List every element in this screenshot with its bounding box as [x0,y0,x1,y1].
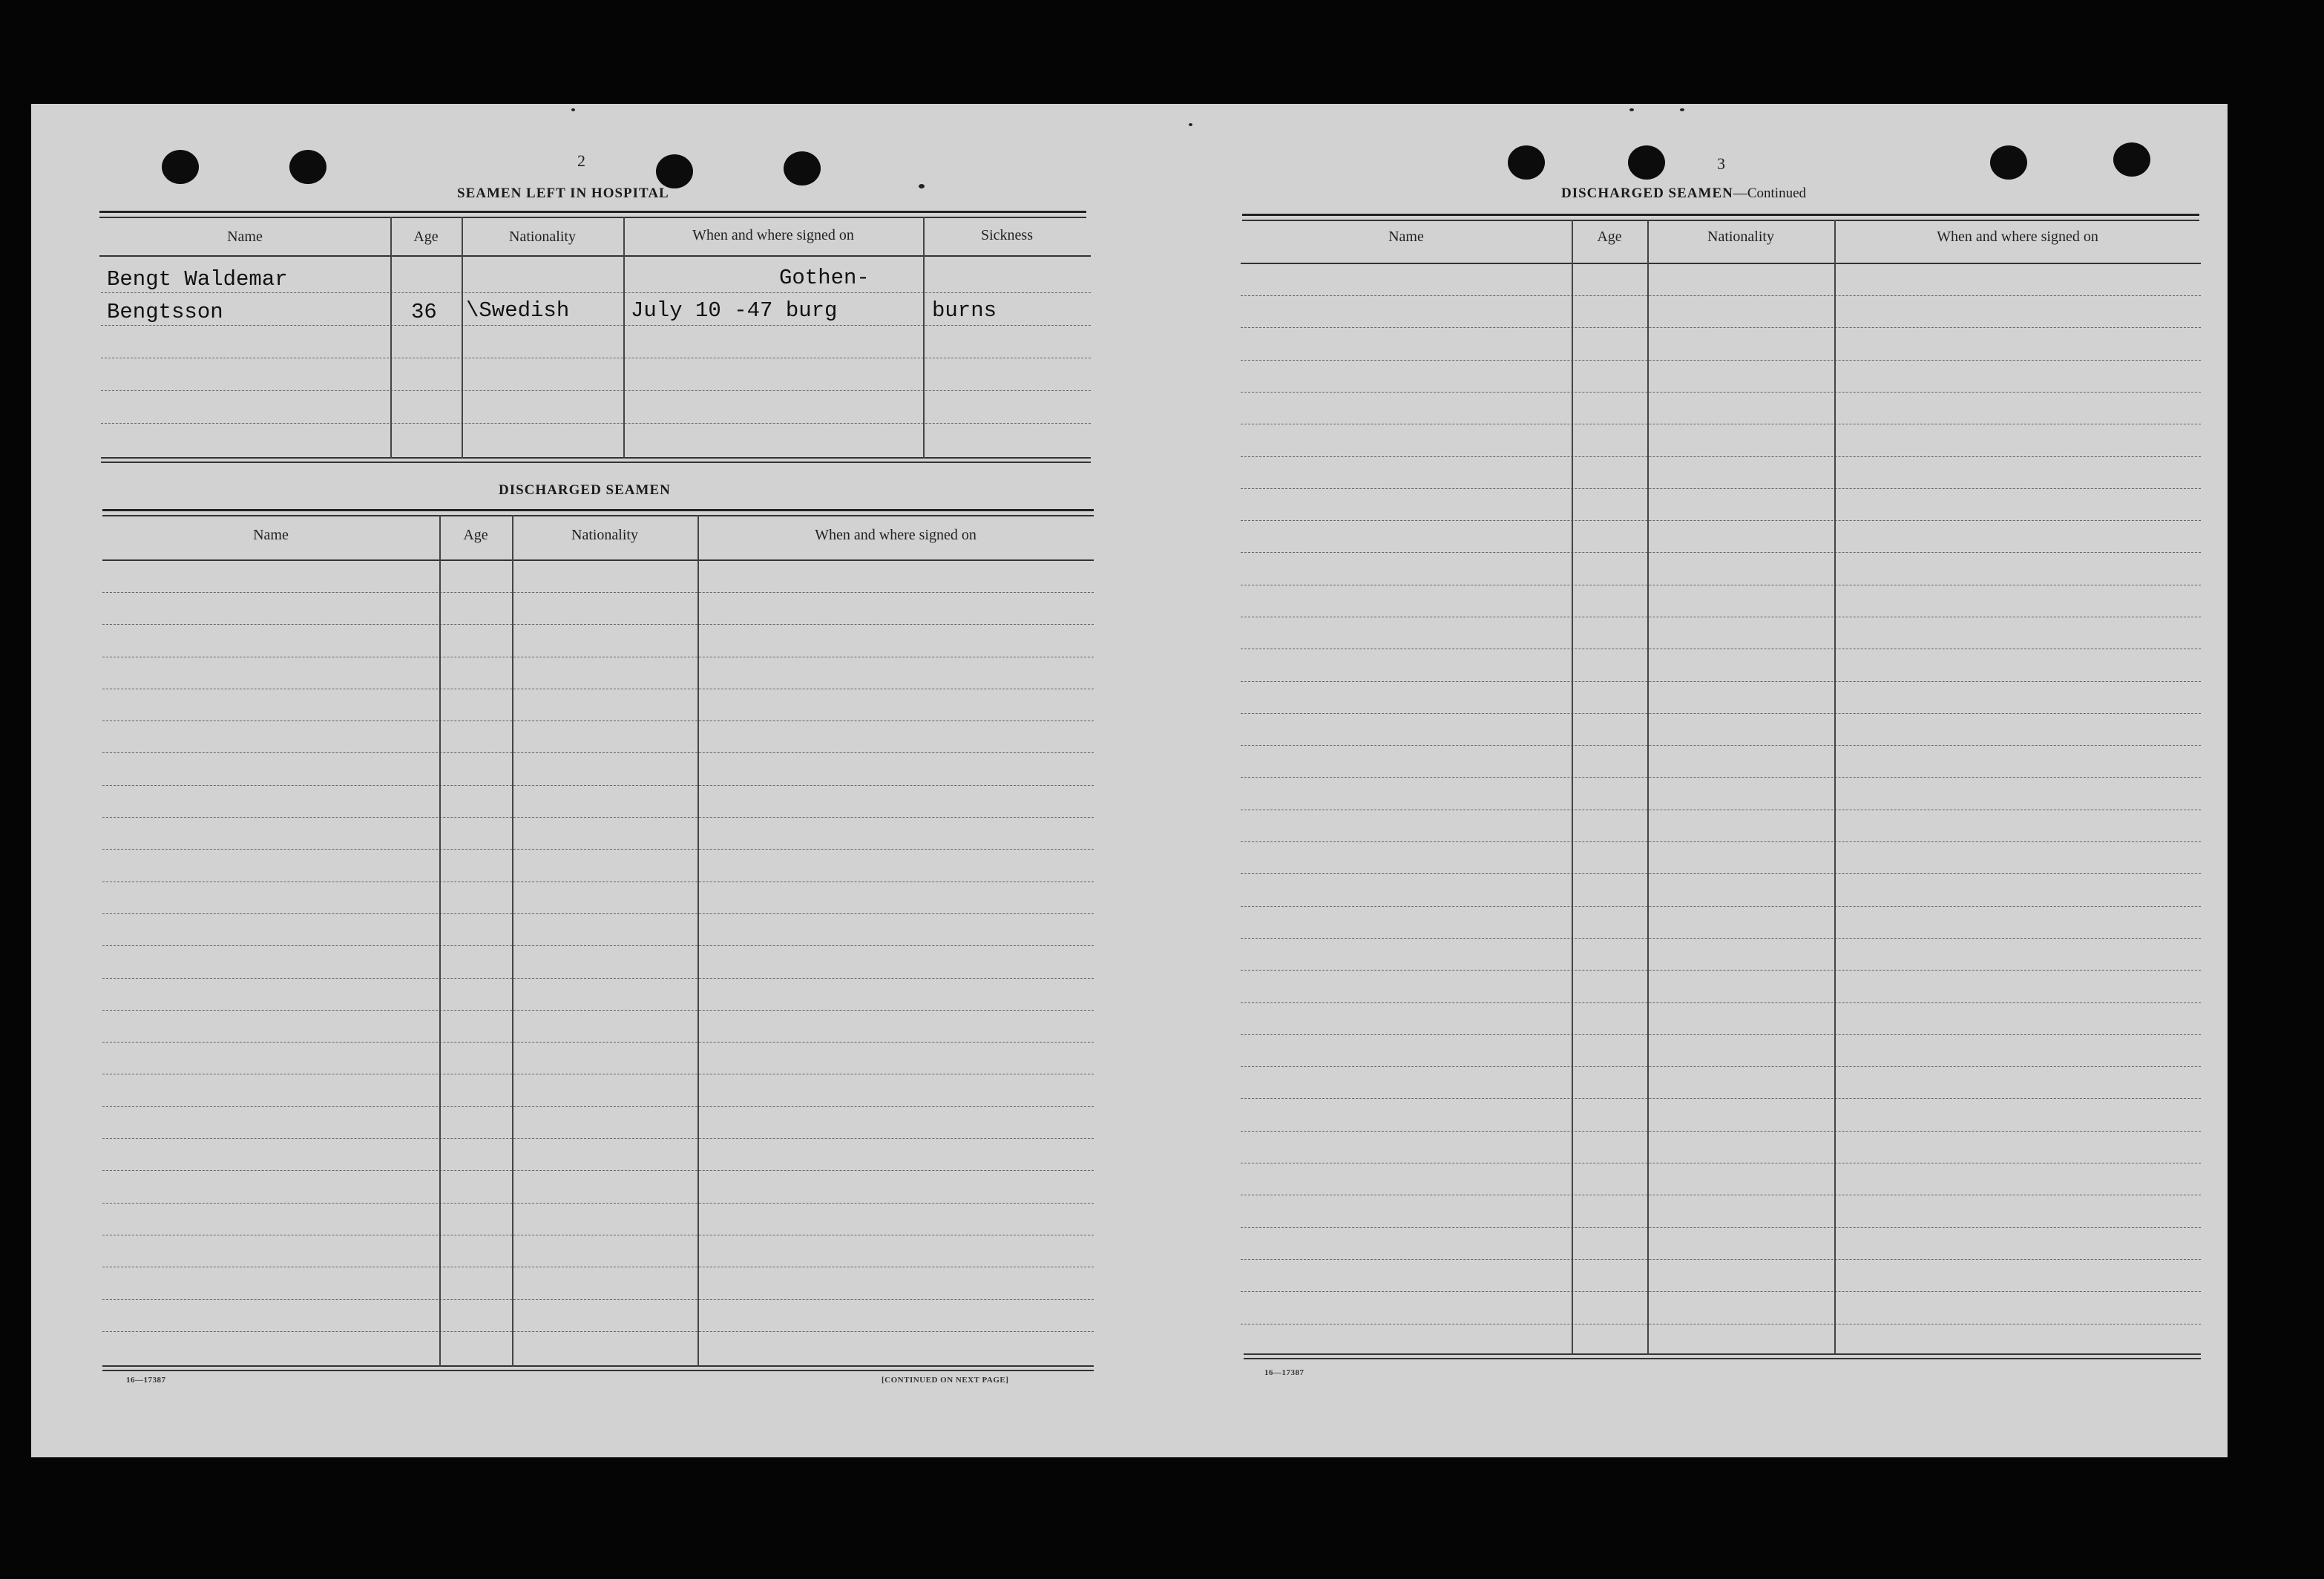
punch-hole [162,150,199,184]
col-header-age: Age [1597,229,1622,245]
punch-hole [2113,142,2150,177]
ruled-row-line [102,720,1094,721]
ruled-row-line [1241,1259,2201,1260]
scan-speck [1680,108,1684,111]
col-header-age: Age [463,527,488,543]
col-header-signed-on: When and where signed on [1937,229,2098,245]
ruled-row-line [102,849,1094,850]
entry-sickness: burns [932,298,997,323]
punch-hole [1628,145,1665,180]
ruled-row-line [1241,938,2201,939]
ruled-row-line [1241,841,2201,842]
entry-name-line2: Bengtsson [107,300,223,324]
ruled-row-line [1241,873,2201,874]
ruled-row-line [1241,1227,2201,1228]
scan-speck [571,108,575,111]
col-header-signed-on: When and where signed on [815,527,976,543]
continued-note: [CONTINUED ON NEXT PAGE] [882,1376,1009,1385]
ruled-row-line [1241,520,2201,521]
col-header-age: Age [413,229,439,245]
ruled-row-line [1241,295,2201,296]
ruled-row-line [1241,906,2201,907]
page-number: 2 [577,151,585,170]
punch-hole [1990,145,2027,180]
ruled-row-line [102,1138,1094,1139]
col-header-sickness: Sickness [981,227,1033,243]
ruled-row-line [1241,1066,2201,1067]
ruled-row-line [1241,745,2201,746]
ruled-row-line [1241,327,2201,328]
ruled-row-line [102,1170,1094,1171]
entry-place-line1: Gothen- [779,266,870,290]
form-sheet [31,104,2228,1457]
punch-hole [784,151,821,186]
ruled-row-line [102,1010,1094,1011]
punch-hole [289,150,326,184]
left-page [31,104,1129,1457]
ruled-row-line [102,945,1094,946]
ruled-row-line [102,913,1094,914]
ruled-row-line [1241,456,2201,457]
ruled-row-line [102,817,1094,818]
ruled-row-line [1241,360,2201,361]
ruled-row-line [102,785,1094,786]
col-header-name: Name [1388,229,1424,245]
scan-speck [1629,108,1634,111]
ruled-row-line [102,624,1094,625]
page-number: 3 [1717,154,1725,173]
col-header-nationality: Nationality [509,229,576,245]
entry-nationality: \Swedish [466,298,570,323]
entry-age: 36 [411,300,437,324]
ruled-row-line [1241,1002,2201,1003]
ruled-row-line [1241,1291,2201,1292]
hospital-section-title: SEAMEN LEFT IN HOSPITAL [457,186,669,201]
ruled-row-line [1241,1034,2201,1035]
form-number: 16—17387 [126,1376,166,1385]
ruled-row-line [1241,713,2201,714]
form-number: 16—17387 [1264,1368,1304,1377]
discharged-continued-title [1561,186,1806,202]
punch-hole [656,154,693,188]
ruled-row-line [102,1203,1094,1204]
ruled-row-line [102,1331,1094,1332]
entry-signed-on: July 10 -47 burg [631,298,838,323]
title-suffix: —Continued [1733,186,1807,201]
ruled-row-line [1241,552,2201,553]
col-header-name: Name [253,527,289,543]
ruled-row-line [102,1042,1094,1043]
ruled-row-line [1241,392,2201,393]
col-header-nationality: Nationality [571,527,638,543]
ruled-row-line [1241,1098,2201,1099]
ruled-row-line [102,752,1094,753]
entry-name-line1: Bengt Waldemar [107,267,288,292]
ruled-row-line [102,978,1094,979]
col-header-nationality: Nationality [1707,229,1774,245]
ruled-row-line [1241,488,2201,489]
ruled-row-line [102,1299,1094,1300]
ruled-row-line [102,592,1094,593]
ruled-row-line [1241,681,2201,682]
discharged-section-title: DISCHARGED SEAMEN [499,482,671,498]
col-header-name: Name [227,229,263,245]
col-header-signed-on: When and where signed on [692,227,854,243]
scan-speck [1189,123,1192,126]
right-page [1129,104,2228,1457]
ruled-row-line [102,1106,1094,1107]
ruled-row-line [1241,970,2201,971]
punch-hole [1508,145,1545,180]
ruled-row-line [1241,1131,2201,1132]
scan-speck [919,184,925,188]
title-main: DISCHARGED SEAMEN [1561,186,1733,201]
ruled-row-line [1241,777,2201,778]
